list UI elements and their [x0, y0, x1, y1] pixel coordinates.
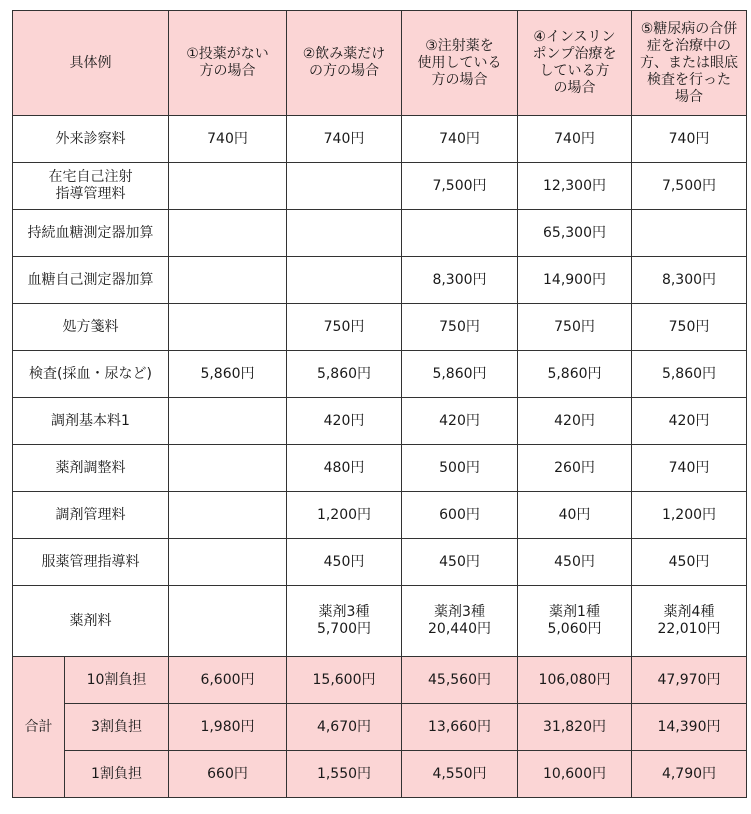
total-cell: 1,550円 — [287, 751, 402, 798]
row-label: 外来診察料 — [13, 116, 169, 163]
table-cell: 740円 — [518, 116, 632, 163]
total-cell: 47,970円 — [632, 657, 747, 704]
total-cell: 31,820円 — [518, 704, 632, 751]
table-cell: 740円 — [402, 116, 518, 163]
table-row-dispensing-basic-fee — [13, 398, 747, 445]
table-cell: 450円 — [518, 539, 632, 586]
total-label: 合計 — [13, 657, 65, 798]
table-cell: 5,860円 — [518, 351, 632, 398]
table-cell: 450円 — [402, 539, 518, 586]
table-cell: 1,200円 — [632, 492, 747, 539]
table-cell — [169, 492, 287, 539]
total-cell: 106,080円 — [518, 657, 632, 704]
table-cell: 740円 — [632, 445, 747, 492]
table-cell: 260円 — [518, 445, 632, 492]
table-cell — [632, 210, 747, 257]
row-label: 薬剤調整料 — [13, 445, 169, 492]
total-row-label: 1割負担 — [65, 751, 169, 798]
total-cell: 660円 — [169, 751, 287, 798]
table-cell: 750円 — [632, 304, 747, 351]
total-row-label: 3割負担 — [65, 704, 169, 751]
table-cell: 40円 — [518, 492, 632, 539]
total-cell: 14,390円 — [632, 704, 747, 751]
total-cell: 6,600円 — [169, 657, 287, 704]
header-example-label: 具体例 — [13, 11, 169, 116]
total-row-3pct — [13, 704, 747, 751]
table-cell: 420円 — [632, 398, 747, 445]
header-case-1: ①投薬がない 方の場合 — [169, 11, 287, 116]
header-row — [13, 11, 747, 116]
table-row-medication-guidance-fee — [13, 539, 747, 586]
table-cell — [287, 163, 402, 210]
table-cell: 14,900円 — [518, 257, 632, 304]
row-label: 処方箋料 — [13, 304, 169, 351]
table-cell: 500円 — [402, 445, 518, 492]
table-cell: 750円 — [402, 304, 518, 351]
table-cell: 740円 — [632, 116, 747, 163]
table-cell: 750円 — [518, 304, 632, 351]
table-cell: 5,860円 — [169, 351, 287, 398]
table-cell: 薬剤1種 5,060円 — [518, 586, 632, 657]
table-cell: 7,500円 — [402, 163, 518, 210]
table-cell: 8,300円 — [632, 257, 747, 304]
table-cell: 1,200円 — [287, 492, 402, 539]
total-cell: 45,560円 — [402, 657, 518, 704]
table-row-smbg-addition — [13, 257, 747, 304]
row-label: 在宅自己注射 指導管理料 — [13, 163, 169, 210]
table-cell — [169, 586, 287, 657]
table-cell — [287, 210, 402, 257]
total-row-10pct — [13, 657, 747, 704]
header-case-4: ④インスリン ポンプ治療を している方 の場合 — [518, 11, 632, 116]
table-cell: 薬剤3種 20,440円 — [402, 586, 518, 657]
table-cell: 600円 — [402, 492, 518, 539]
table-cell — [169, 257, 287, 304]
row-label: 調剤基本料1 — [13, 398, 169, 445]
table-cell: 420円 — [402, 398, 518, 445]
header-case-2: ②飲み薬だけ の方の場合 — [287, 11, 402, 116]
table-cell: 65,300円 — [518, 210, 632, 257]
row-label: 服薬管理指導料 — [13, 539, 169, 586]
table-row-drug-fee — [13, 586, 747, 657]
row-label: 調剤管理料 — [13, 492, 169, 539]
table-cell: 450円 — [287, 539, 402, 586]
table-cell: 5,860円 — [632, 351, 747, 398]
table-cell: 8,300円 — [402, 257, 518, 304]
row-label: 血糖自己測定器加算 — [13, 257, 169, 304]
table-cell: 7,500円 — [632, 163, 747, 210]
table-cell — [169, 304, 287, 351]
total-row-label: 10割負担 — [65, 657, 169, 704]
total-cell: 13,660円 — [402, 704, 518, 751]
row-label: 持続血糖測定器加算 — [13, 210, 169, 257]
total-cell: 4,790円 — [632, 751, 747, 798]
total-cell: 4,670円 — [287, 704, 402, 751]
table-cell: 420円 — [518, 398, 632, 445]
table-cell: 420円 — [287, 398, 402, 445]
table-cell — [169, 163, 287, 210]
row-label: 薬剤料 — [13, 586, 169, 657]
table-cell — [169, 539, 287, 586]
header-case-5: ⑤糖尿病の合併 症を治療中の 方、または眼底 検査を行った 場合 — [632, 11, 747, 116]
table-row-exam — [13, 351, 747, 398]
table-cell — [169, 398, 287, 445]
table-cell: 12,300円 — [518, 163, 632, 210]
table-row-drug-preparation-fee — [13, 445, 747, 492]
total-cell: 15,600円 — [287, 657, 402, 704]
table-cell — [169, 445, 287, 492]
total-cell: 1,980円 — [169, 704, 287, 751]
table-row-cgm-addition — [13, 210, 747, 257]
table-cell — [402, 210, 518, 257]
table-row-self-injection-fee — [13, 163, 747, 210]
table-row-outpatient-fee — [13, 116, 747, 163]
total-row-1pct — [13, 751, 747, 798]
table-cell — [169, 210, 287, 257]
table-row-dispensing-management-fee — [13, 492, 747, 539]
table-cell: 740円 — [287, 116, 402, 163]
table-cell: 薬剤3種 5,700円 — [287, 586, 402, 657]
table-cell — [287, 257, 402, 304]
table-row-prescription-fee — [13, 304, 747, 351]
total-cell: 10,600円 — [518, 751, 632, 798]
cost-table — [12, 10, 747, 798]
table-cell: 薬剤4種 22,010円 — [632, 586, 747, 657]
table-cell: 750円 — [287, 304, 402, 351]
table-cell: 480円 — [287, 445, 402, 492]
row-label: 検査(採血・尿など) — [13, 351, 169, 398]
total-cell: 4,550円 — [402, 751, 518, 798]
table-cell: 740円 — [169, 116, 287, 163]
header-case-3: ③注射薬を 使用している 方の場合 — [402, 11, 518, 116]
table-cell: 5,860円 — [287, 351, 402, 398]
table-cell: 5,860円 — [402, 351, 518, 398]
table-cell: 450円 — [632, 539, 747, 586]
